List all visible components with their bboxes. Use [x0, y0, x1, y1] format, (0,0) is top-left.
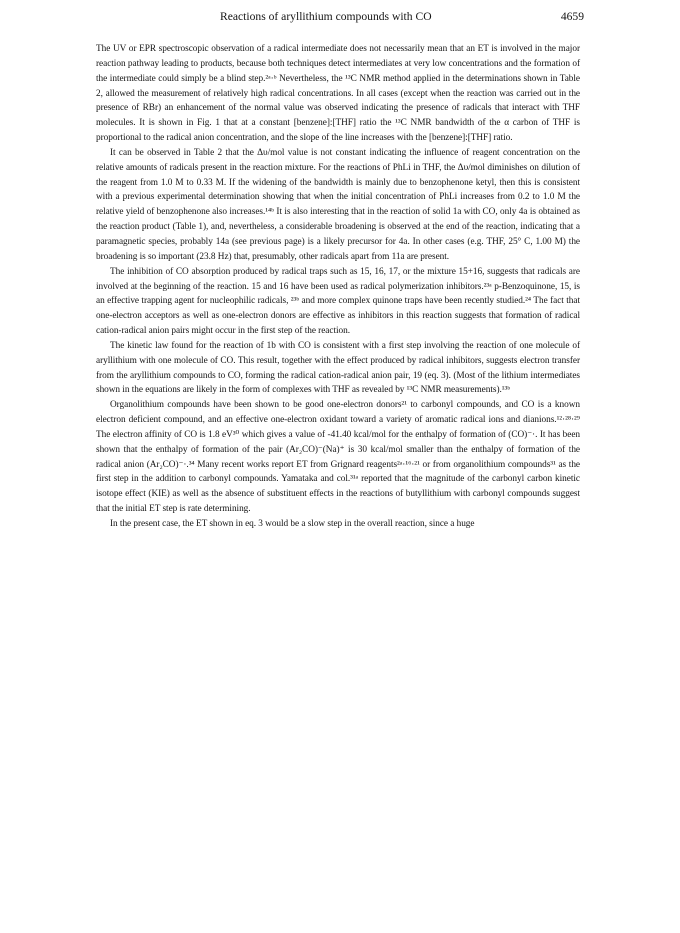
- paragraph: In the present case, the ET shown in eq. 3 would be a slow step in the overall reaction, since a huge: [110, 519, 475, 529]
- running-header: [96, 6, 584, 26]
- paragraph: The kinetic law found for the reaction of 1b with CO is consistent with a first step involving the reaction of one molecule of aryllithium with one molecule of CO. This result, together with the effect produced by radical inhibitors, suggests electron transfer from the aryllithium compounds to CO, forming the radical cation-radical anion pair, 19 (eq. 3). (Most of the lithium intermediates shown in the equations are likely in the form of complexes with THF as revealed by ¹³C NMR measurements).¹³ᵇ: [96, 340, 580, 396]
- paragraph: Organolithium compounds have been shown to be good one-electron donors²¹ to carbonyl compounds, and CO is a known electron deficient compound, and an effective one-electron oxidant toward a variety of aromatic radical ions and dianions.¹²·²⁸·²⁹ The electron affinity of CO is 1.8 eV³⁰ which gives a value of -41.40 kcal/mol for the enthalpy of formation of (CO)⁻·. It has been shown that the enthalpy of formation of the pair (Ar₂CO)⁻(Na)⁺ is 30 kcal/mol smaller than the enthalpy of formation of the radical anion (Ar₂CO)⁻·.³⁴ Many recent works report ET from Grignard reagents²ᵃ·¹⁶·²¹ or from organolithium compounds³¹ as the first step in the addition to carbonyl compounds. Yamataka and col.³¹ᵃ reported that the magnitude of the carbonyl carbon kinetic isotope effect (KIE) as well as the absence of substituent effects in the reactions of butyllithium with carbonyl compounds suggest that the initial ET step is rate determining.: [96, 400, 580, 515]
- paragraph: The inhibition of CO absorption produced by radical traps such as 15, 16, 17, or the mixture 15+16, suggests that radicals are involved at the beginning of the reaction. 15 and 16 have been used as radical polymerization inhibitors.²³ᵃ p-Benzoquinone, 15, is an effective trapping agent for nucleophilic radicals, ²³ᵇ and more complex quinone traps have been recently studied.²⁴ The fact that one-electron acceptors as well as one-electron donors are effective as inhibitors in this reaction suggests that formation of radical cation-radical anion pairs might occur in the first step of the reaction.: [96, 266, 580, 337]
- paragraph: The UV or EPR spectroscopic observation of a radical intermediate does not necessarily mean that an ET is involved in the major reaction pathway leading to products, because both techniques detect intermediates at very low concentrations and the formation of the intermediate could simply be a blind step.²ᵃ·ᵇ Nevertheless, the ¹³C NMR method applied in the determinations shown in Table 2, allowed the measurement of relatively high radical concentrations. In all cases (except when the reaction was carried out in the presence of RBr) an enhancement of the normal value was observed indicating the presence of radicals that interact with THF molecules. It is shown in Fig. 1 that at a constant [benzene]:[THF] ratio the ¹³C NMR bandwidth of the α carbon of THF is proportional to the radical anion concentration, and the slope of the line increases with the [benzene]:[THF] ratio.: [96, 44, 580, 144]
- page-number: 4659: [560, 10, 584, 23]
- running-title: Reactions of aryllithium compounds with CO: [220, 10, 432, 23]
- body-text: [96, 42, 580, 532]
- paragraph: It can be observed in Table 2 that the Δυ/mol value is not constant indicating the influence of reagent concentration on the relative amounts of radicals present in the reaction mixture. For the reactions of PhLi in THF, the Δυ/mol diminishes on dilution of the reagent from 1.0 M to 0.33 M. If the widening of the bandwidth is mainly due to benzophenone ketyl, then this is consistent with a previous experimental determination showing that when the initial concentration of PhLi increases from 0.2 to 1.0 M the relative yield of benzophenone also increases.¹⁴ᵇ It is also interesting that in the reaction of solid 1a with CO, only 4a is obtained as the reaction product (Table 1), and, nevertheless, a considerable broadening is observed at the end of the reaction, indicating that a paramagnetic species, probably 14a (see previous page) is a likely precursor for 4a. In other cases (e.g. THF, 25° C, 1.00 M) the broadening is so important (23.8 Hz) that, presumably, other radicals apart from 11a are present.: [96, 147, 580, 262]
